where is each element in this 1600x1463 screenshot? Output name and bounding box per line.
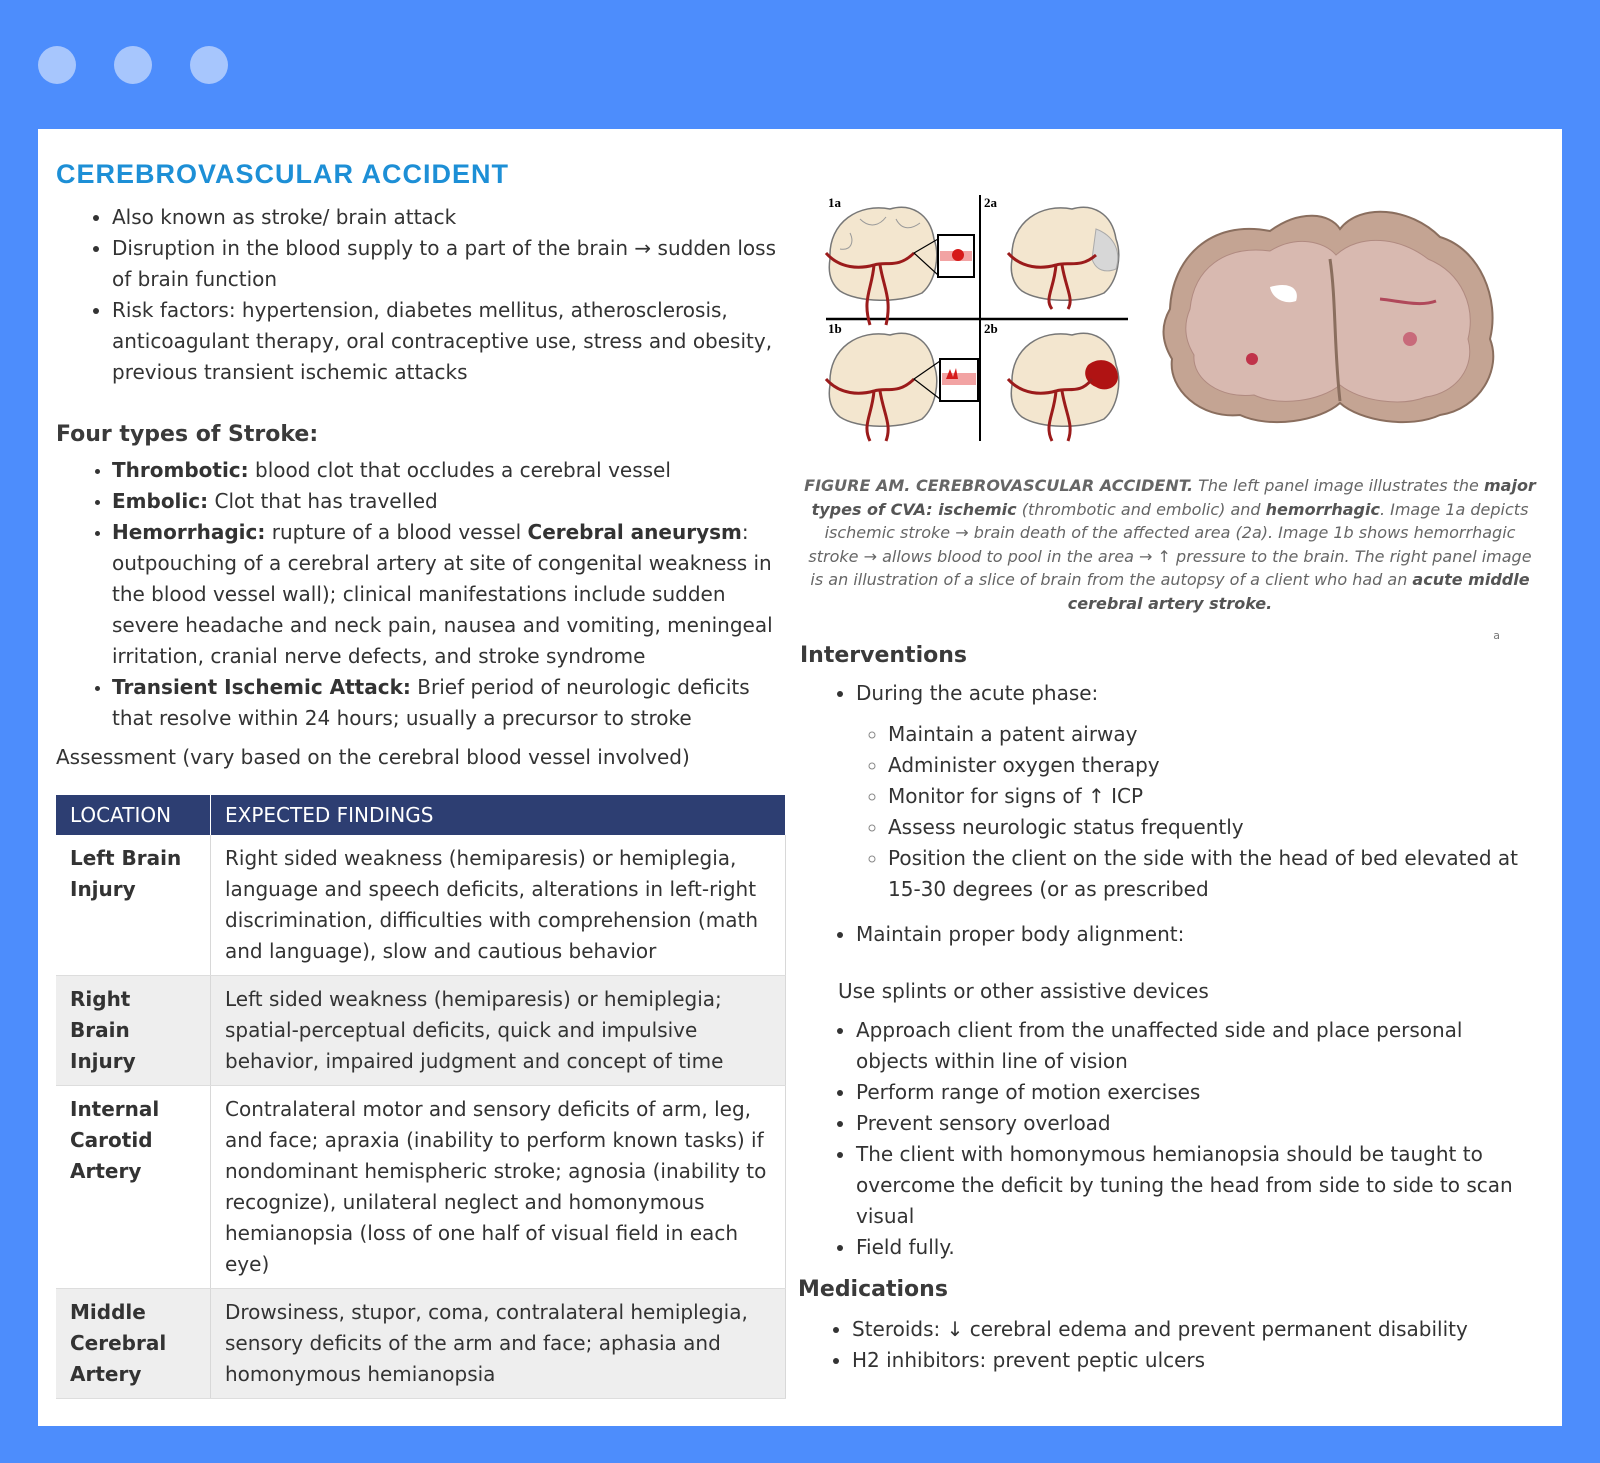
table-row bbox=[56, 976, 786, 1086]
caption-text: . Image 1a depicts ischemic stroke → brain death of the affected area (2a). Image 1b shows hemorrhagic stroke → allows blood to pool in the area → ↑ pressure to the brain. The right panel image is an illustration of a slice of brain from the autopsy of a client who had an bbox=[808, 499, 1532, 589]
figure-mark: a bbox=[1493, 629, 1500, 642]
window-dot-minimize[interactable] bbox=[114, 46, 152, 84]
list-item bbox=[856, 678, 1540, 905]
list-item: • Perform range of motion exercises bbox=[856, 1077, 1540, 1108]
intro-list bbox=[56, 202, 784, 388]
term: Hemorrhagic: bbox=[112, 520, 266, 544]
figure-caption bbox=[800, 474, 1540, 615]
term-desc: rupture of a blood vessel bbox=[265, 520, 528, 544]
acute-phase-label: During the acute phase: bbox=[856, 681, 1099, 705]
document-page bbox=[38, 129, 1562, 1426]
list-item: • Risk factors: hypertension, diabetes mellitus, atherosclerosis, anticoagulant therapy, oral contraceptive use, stress and obesity, previous transient ischemic attacks bbox=[112, 295, 784, 388]
table-row bbox=[56, 1086, 786, 1289]
brain-2b-icon bbox=[1008, 333, 1119, 441]
findings-cell: Left sided weakness (hemiparesis) or hemiplegia; spatial-perceptual deficits, quick and impulsive behavior, impaired judgment and concept of time bbox=[211, 976, 786, 1086]
label-1a: 1a bbox=[828, 195, 841, 210]
list-item: • Disruption in the blood supply to a part of the brain → sudden loss of brain function bbox=[112, 233, 784, 295]
list-item: ◦ Administer oxygen therapy bbox=[888, 750, 1540, 781]
list-item: • The client with homonymous hemianopsia should be taught to overcome the deficit by tuning the head from side to side to scan visual bbox=[856, 1139, 1540, 1232]
location-cell: Right Brain Injury bbox=[56, 976, 211, 1086]
stroke-figure bbox=[800, 189, 1540, 459]
caption-bold: acute middle cerebral artery stroke. bbox=[1067, 570, 1530, 613]
caption-bold: hemorrhagic bbox=[1265, 499, 1380, 519]
stroke-types-list bbox=[56, 455, 784, 734]
brain-1b-icon bbox=[826, 333, 978, 441]
label-2b: 2b bbox=[984, 321, 998, 336]
table-row bbox=[56, 835, 786, 976]
list-item: • Approach client from the unaffected side and place personal objects within line of vision bbox=[856, 1015, 1540, 1077]
types-heading: Four types of Stroke: bbox=[56, 422, 319, 447]
medications-list bbox=[800, 1314, 1540, 1376]
left-column bbox=[56, 159, 784, 1399]
list-item bbox=[112, 486, 784, 517]
list-item bbox=[112, 517, 784, 672]
assessment-text: Assessment (vary based on the cerebral blood vessel involved) bbox=[56, 745, 690, 769]
list-item: • Also known as stroke/ brain attack bbox=[112, 202, 784, 233]
right-column bbox=[800, 189, 1540, 1376]
table-row bbox=[56, 1289, 786, 1399]
stroke-diagram-illustration bbox=[800, 189, 1540, 459]
term: Thrombotic: bbox=[112, 458, 249, 482]
term-desc: Clot that has travelled bbox=[208, 489, 438, 513]
interventions-heading: Interventions bbox=[800, 643, 967, 668]
brain-2a-icon bbox=[1008, 207, 1119, 309]
interventions-list bbox=[800, 678, 1540, 950]
column-header-location: LOCATION bbox=[56, 795, 211, 835]
window-dot-close[interactable] bbox=[38, 46, 76, 84]
brain-slice-photo bbox=[1164, 212, 1494, 422]
medications-heading: Medications bbox=[798, 1277, 948, 1302]
list-item bbox=[112, 672, 784, 734]
location-cell: Left Brain Injury bbox=[56, 835, 211, 976]
location-cell: Internal Carotid Artery bbox=[56, 1086, 211, 1289]
window-controls bbox=[38, 46, 228, 84]
list-item: ◦ Maintain a patent airway bbox=[888, 719, 1540, 750]
brain-1a-icon bbox=[826, 207, 974, 325]
term-desc: Brief period of neurologic deficits that resolve within 24 hours; usually a precursor to stroke bbox=[112, 675, 750, 730]
term: Cerebral aneurysm bbox=[527, 520, 742, 544]
list-item: • Steroids: ↓ cerebral edema and prevent permanent disability bbox=[852, 1314, 1540, 1345]
term-desc: : outpouching of a cerebral artery at site of congenital weakness in the blood vessel wall); clinical manifestations include sudden severe headache and neck pain, nausea and vomiting, meningeal irritation, cranial nerve defects, and stroke syndrome bbox=[112, 520, 773, 668]
column-header-findings: EXPECTED FINDINGS bbox=[211, 795, 786, 835]
term-desc: blood clot that occludes a cerebral vessel bbox=[248, 458, 671, 482]
list-item: • Field fully. bbox=[856, 1232, 1540, 1263]
list-item: ◦ Monitor for signs of ↑ ICP bbox=[888, 781, 1540, 812]
findings-cell: Drowsiness, stupor, coma, contralateral hemiplegia, sensory deficits of the arm and face; aphasia and homonymous hemianopsia bbox=[211, 1289, 786, 1399]
label-1b: 1b bbox=[828, 321, 842, 336]
location-cell: Middle Cerebral Artery bbox=[56, 1289, 211, 1399]
list-item bbox=[112, 455, 784, 486]
page-title: CEREBROVASCULAR ACCIDENT bbox=[56, 159, 510, 189]
list-item: • Maintain proper body alignment: bbox=[856, 919, 1540, 950]
list-item: • Prevent sensory overload bbox=[856, 1108, 1540, 1139]
splints-text: Use splints or other assistive devices bbox=[838, 979, 1209, 1003]
list-item: ◦ Position the client on the side with the head of bed elevated at 15-30 degrees (or as prescribed bbox=[888, 843, 1540, 905]
list-item: • H2 inhibitors: prevent peptic ulcers bbox=[852, 1345, 1540, 1376]
window-dot-maximize[interactable] bbox=[190, 46, 228, 84]
caption-text: (thrombotic and embolic) and bbox=[1016, 499, 1266, 519]
caption-bold: major types of CVA: ischemic bbox=[811, 476, 1536, 519]
acute-phase-list bbox=[856, 719, 1540, 905]
label-2a: 2a bbox=[984, 195, 997, 210]
list-item: ◦ Assess neurologic status frequently bbox=[888, 812, 1540, 843]
term: Transient Ischemic Attack: bbox=[112, 675, 411, 699]
interventions-list-continued bbox=[800, 1015, 1540, 1263]
caption-text: The left panel image illustrates the bbox=[1193, 476, 1484, 495]
findings-cell: Right sided weakness (hemiparesis) or hemiplegia, language and speech deficits, alterations in left-right discrimination, difficulties with comprehension (math and language), slow and cautious behavior bbox=[211, 835, 786, 976]
findings-cell: Contralateral motor and sensory deficits of arm, leg, and face; apraxia (inability to perform known tasks) if nondominant hemispheric stroke; agnosia (inability to recognize), unilateral neglect and homonymous hemianopsia (loss of one half of visual field in each eye) bbox=[211, 1086, 786, 1289]
term: Embolic: bbox=[112, 489, 209, 513]
findings-table bbox=[56, 795, 786, 1399]
caption-title: FIGURE AM. CEREBROVASCULAR ACCIDENT. bbox=[804, 476, 1194, 495]
